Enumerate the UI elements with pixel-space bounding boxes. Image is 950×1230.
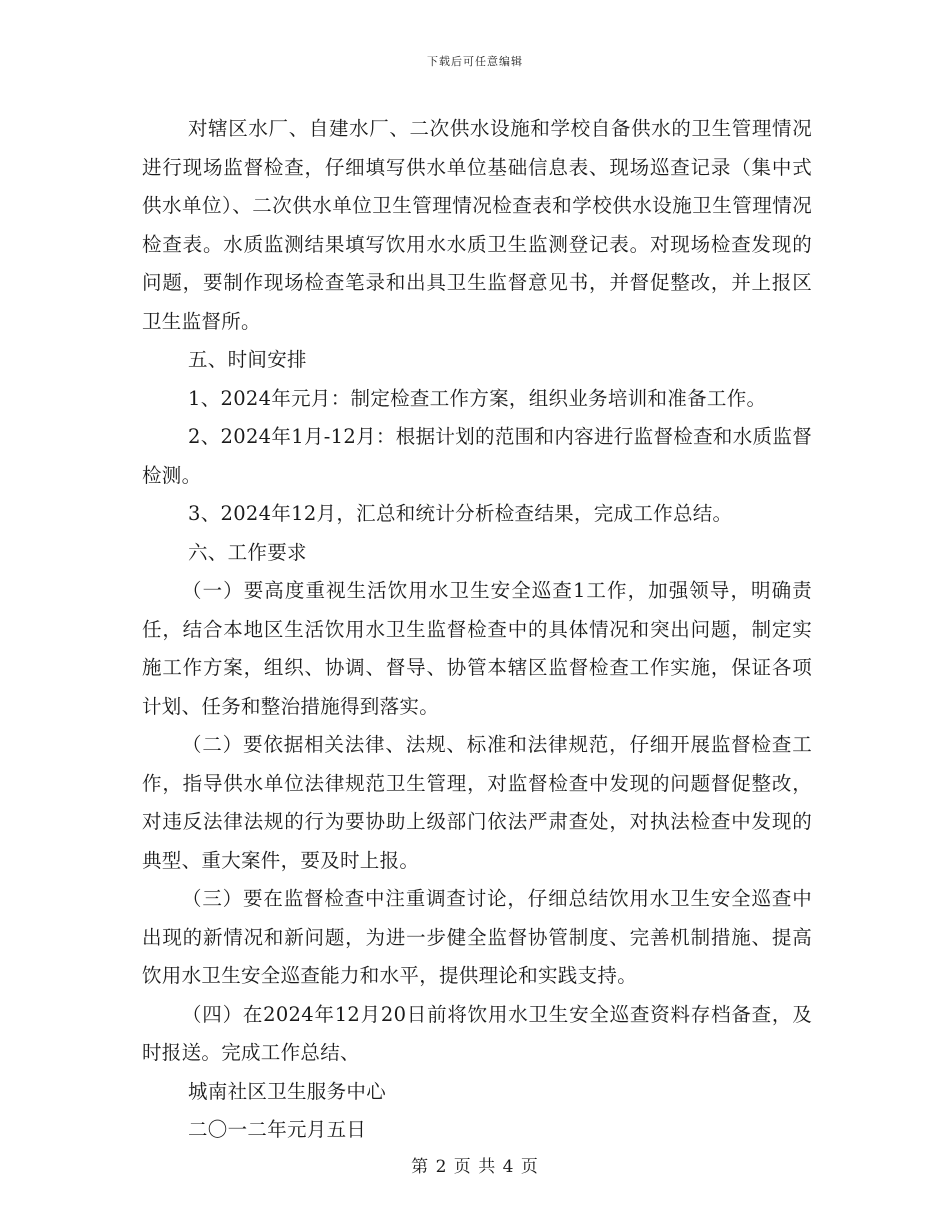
document-body [142,110,812,1150]
requirement-item-1: （一）要高度重视生活饮用水卫生安全巡查1工作，加强领导，明确责任，结合本地区生活饮用水卫生监督检查中的具体情况和突出问题，制定实施工作方案，组织、协调、督导、协管本辖区监督检查工作实施，保证各项计划、任务和整治措施得到落实。 [142,579,812,718]
signature-date: 二〇一二年元月五日 [188,1118,367,1141]
requirement-item-3: （三）要在监督检查中注重调查讨论，仔细总结饮用水卫生安全巡查中出现的新情况和新问题，为进一步健全监督协管制度、完善机制措施、提高饮用水卫生安全巡查能力和水平，提供理论和实践支持。 [142,887,812,987]
schedule-item-3: 3、2024年12月，汇总和统计分析检查结果，完成工作总结。 [188,502,733,525]
requirement-item-2: （二）要依据相关法律、法规、标准和法律规范，仔细开展监督检查工作，指导供水单位法律规范卫生管理，对监督检查中发现的问题督促整改，对违反法律法规的行为要协助上级部门依法严肃查处，对执法检查中发现的典型、重大案件，要及时上报。 [142,733,812,872]
header-note: 下载后可任意编辑 [427,55,523,68]
requirement-item-4: （四）在2024年12月20日前将饮用水卫生安全巡查资料存档备查，及时报送。完成工作总结、 [142,1002,812,1064]
schedule-item-1: 1、2024年元月：制定检查工作方案，组织业务培训和准备工作。 [188,386,767,410]
schedule-item-2: 2、2024年1月-12月：根据计划的范围和内容进行监督检查和水质监督检测。 [142,425,812,487]
section-title-schedule: 五、时间安排 [188,348,307,371]
paragraph-inspection: 对辖区水厂、自建水厂、二次供水设施和学校自备供水的卫生管理情况进行现场监督检查，仔细填写供水单位基础信息表、现场巡查记录（集中式供水单位）、二次供水单位卫生管理情况检查表和学校供水设施卫生管理情况检查表。水质监测结果填写饮用水水质卫生监测登记表。对现场检查发现的问题，要制作现场检查笔录和出具卫生监督意见书，并督促整改，并上报区卫生监督所。 [142,117,812,333]
page-number: 第 2 页 共 4 页 [411,1157,539,1177]
signature-organization: 城南社区卫生服务中心 [188,1079,387,1103]
section-title-requirements: 六、工作要求 [188,540,307,564]
